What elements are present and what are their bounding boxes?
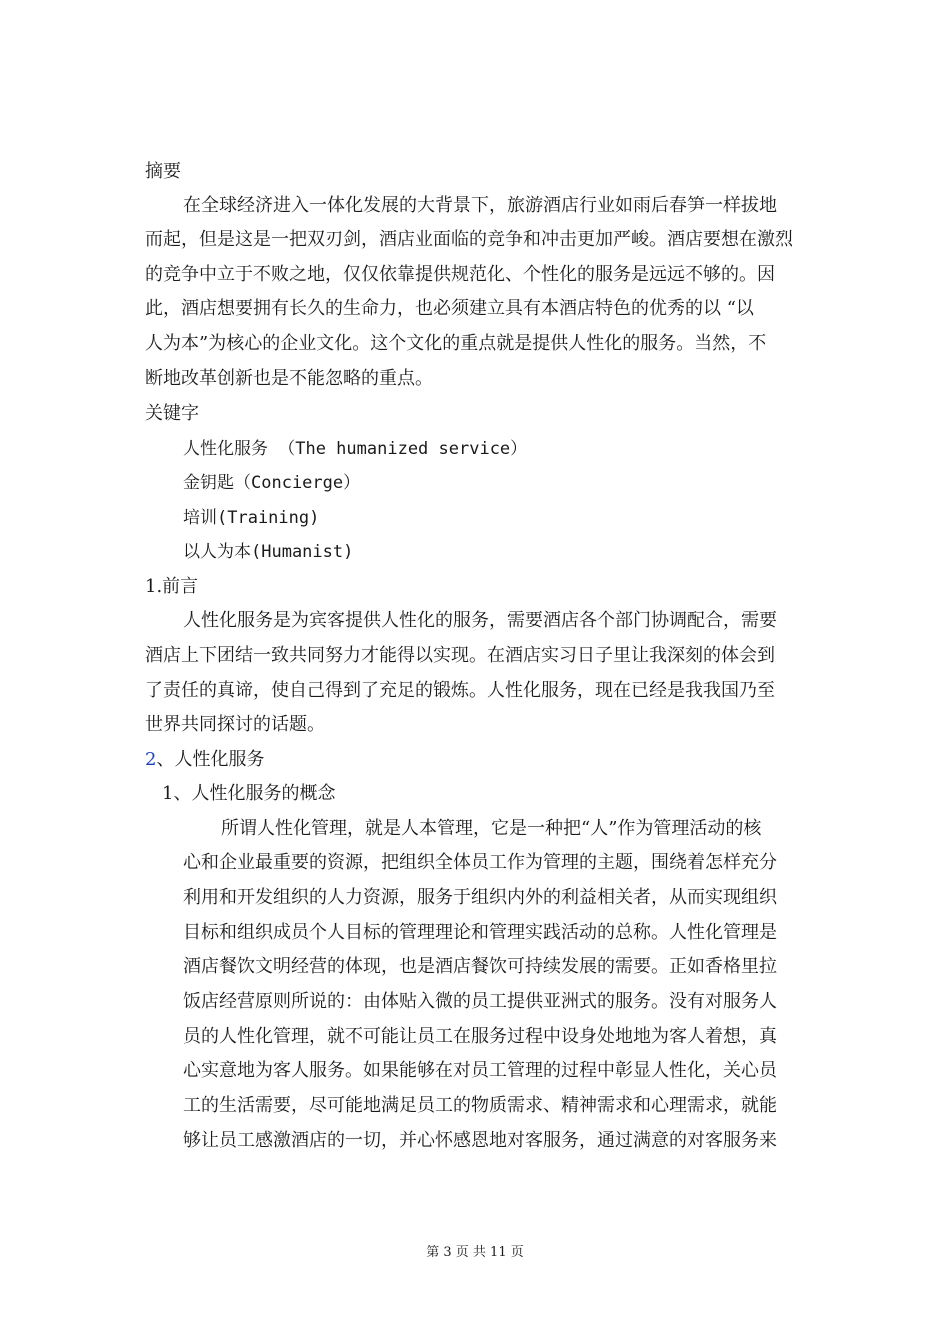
preface-line: 酒店上下团结一致共同努力才能得以实现。在酒店实习日子里让我深刻的体会到 bbox=[145, 645, 775, 666]
abstract-line: 而起，但是这是一把双刃剑，酒店业面临的竞争和冲击更加严峻。酒店要想在激烈 bbox=[145, 229, 793, 250]
abstract-line: 断地改革创新也是不能忽略的重点。 bbox=[145, 368, 433, 389]
section-2-number: 2 bbox=[145, 749, 157, 770]
abstract-line: 在全球经济进入一体化发展的大背景下，旅游酒店行业如雨后春笋一样拔地 bbox=[183, 195, 777, 216]
subsection-line: 心和企业最重要的资源，把组织全体员工作为管理的主题，围绕着怎样充分 bbox=[183, 852, 777, 873]
subsection-line: 目标和组织成员个人目标的管理理论和管理实践活动的总称。人性化管理是 bbox=[183, 922, 777, 943]
subsection-line: 心实意地为客人服务。如果能够在对员工管理的过程中彰显人性化，关心员 bbox=[183, 1060, 777, 1081]
abstract-heading: 摘要 bbox=[145, 161, 181, 182]
abstract-line: 人为本”为核心的企业文化。这个文化的重点就是提供人性化的服务。当然，不 bbox=[145, 333, 767, 354]
preface-line: 了责任的真谛，使自己得到了充足的锻炼。人性化服务，现在已经是我我国乃至 bbox=[145, 680, 775, 701]
keywords-heading: 关键字 bbox=[145, 403, 199, 424]
subsection-heading: 1、人性化服务的概念 bbox=[162, 783, 336, 804]
subsection-line: 酒店餐饮文明经营的体现，也是酒店餐饮可持续发展的需要。正如香格里拉 bbox=[183, 956, 777, 977]
subsection-line: 所谓人性化管理，就是人本管理，它是一种把“人”作为管理活动的核 bbox=[221, 818, 762, 839]
subsection-line: 员的人性化管理，就不可能让员工在服务过程中设身处地地为客人着想，真 bbox=[183, 1026, 777, 1047]
preface-line: 世界共同探讨的话题。 bbox=[145, 714, 325, 735]
preface-line: 人性化服务是为宾客提供人性化的服务，需要酒店各个部门协调配合，需要 bbox=[183, 610, 777, 631]
keyword-item: 金钥匙（Concierge） bbox=[183, 473, 361, 493]
section-2-title: 、人性化服务 bbox=[156, 749, 265, 770]
abstract-line: 此，酒店想要拥有长久的生命力，也必须建立具有本酒店特色的优秀的以 “以 bbox=[145, 298, 754, 319]
section-2-heading bbox=[145, 749, 264, 771]
subsection-line: 饭店经营原则所说的：由体贴入微的员工提供亚洲式的服务。没有对服务人 bbox=[183, 991, 777, 1012]
keyword-item: 以人为本(Humanist) bbox=[183, 542, 354, 562]
abstract-line: 的竞争中立于不败之地，仅仅依靠提供规范化、个性化的服务是远远不够的。因 bbox=[145, 264, 775, 285]
page-number-footer: 第 3 页 共 11 页 bbox=[426, 1245, 524, 1260]
keyword-item: 人性化服务 （The humanized service） bbox=[183, 439, 528, 459]
subsection-line: 工的生活需要，尽可能地满足员工的物质需求、精神需求和心理需求，就能 bbox=[183, 1095, 777, 1116]
keyword-item: 培训(Training) bbox=[183, 508, 320, 528]
subsection-line: 够让员工感激酒店的一切，并心怀感恩地对客服务，通过满意的对客服务来 bbox=[183, 1130, 777, 1151]
preface-heading: 1.前言 bbox=[145, 576, 199, 597]
subsection-line: 利用和开发组织的人力资源，服务于组织内外的利益相关者，从而实现组织 bbox=[183, 887, 777, 908]
